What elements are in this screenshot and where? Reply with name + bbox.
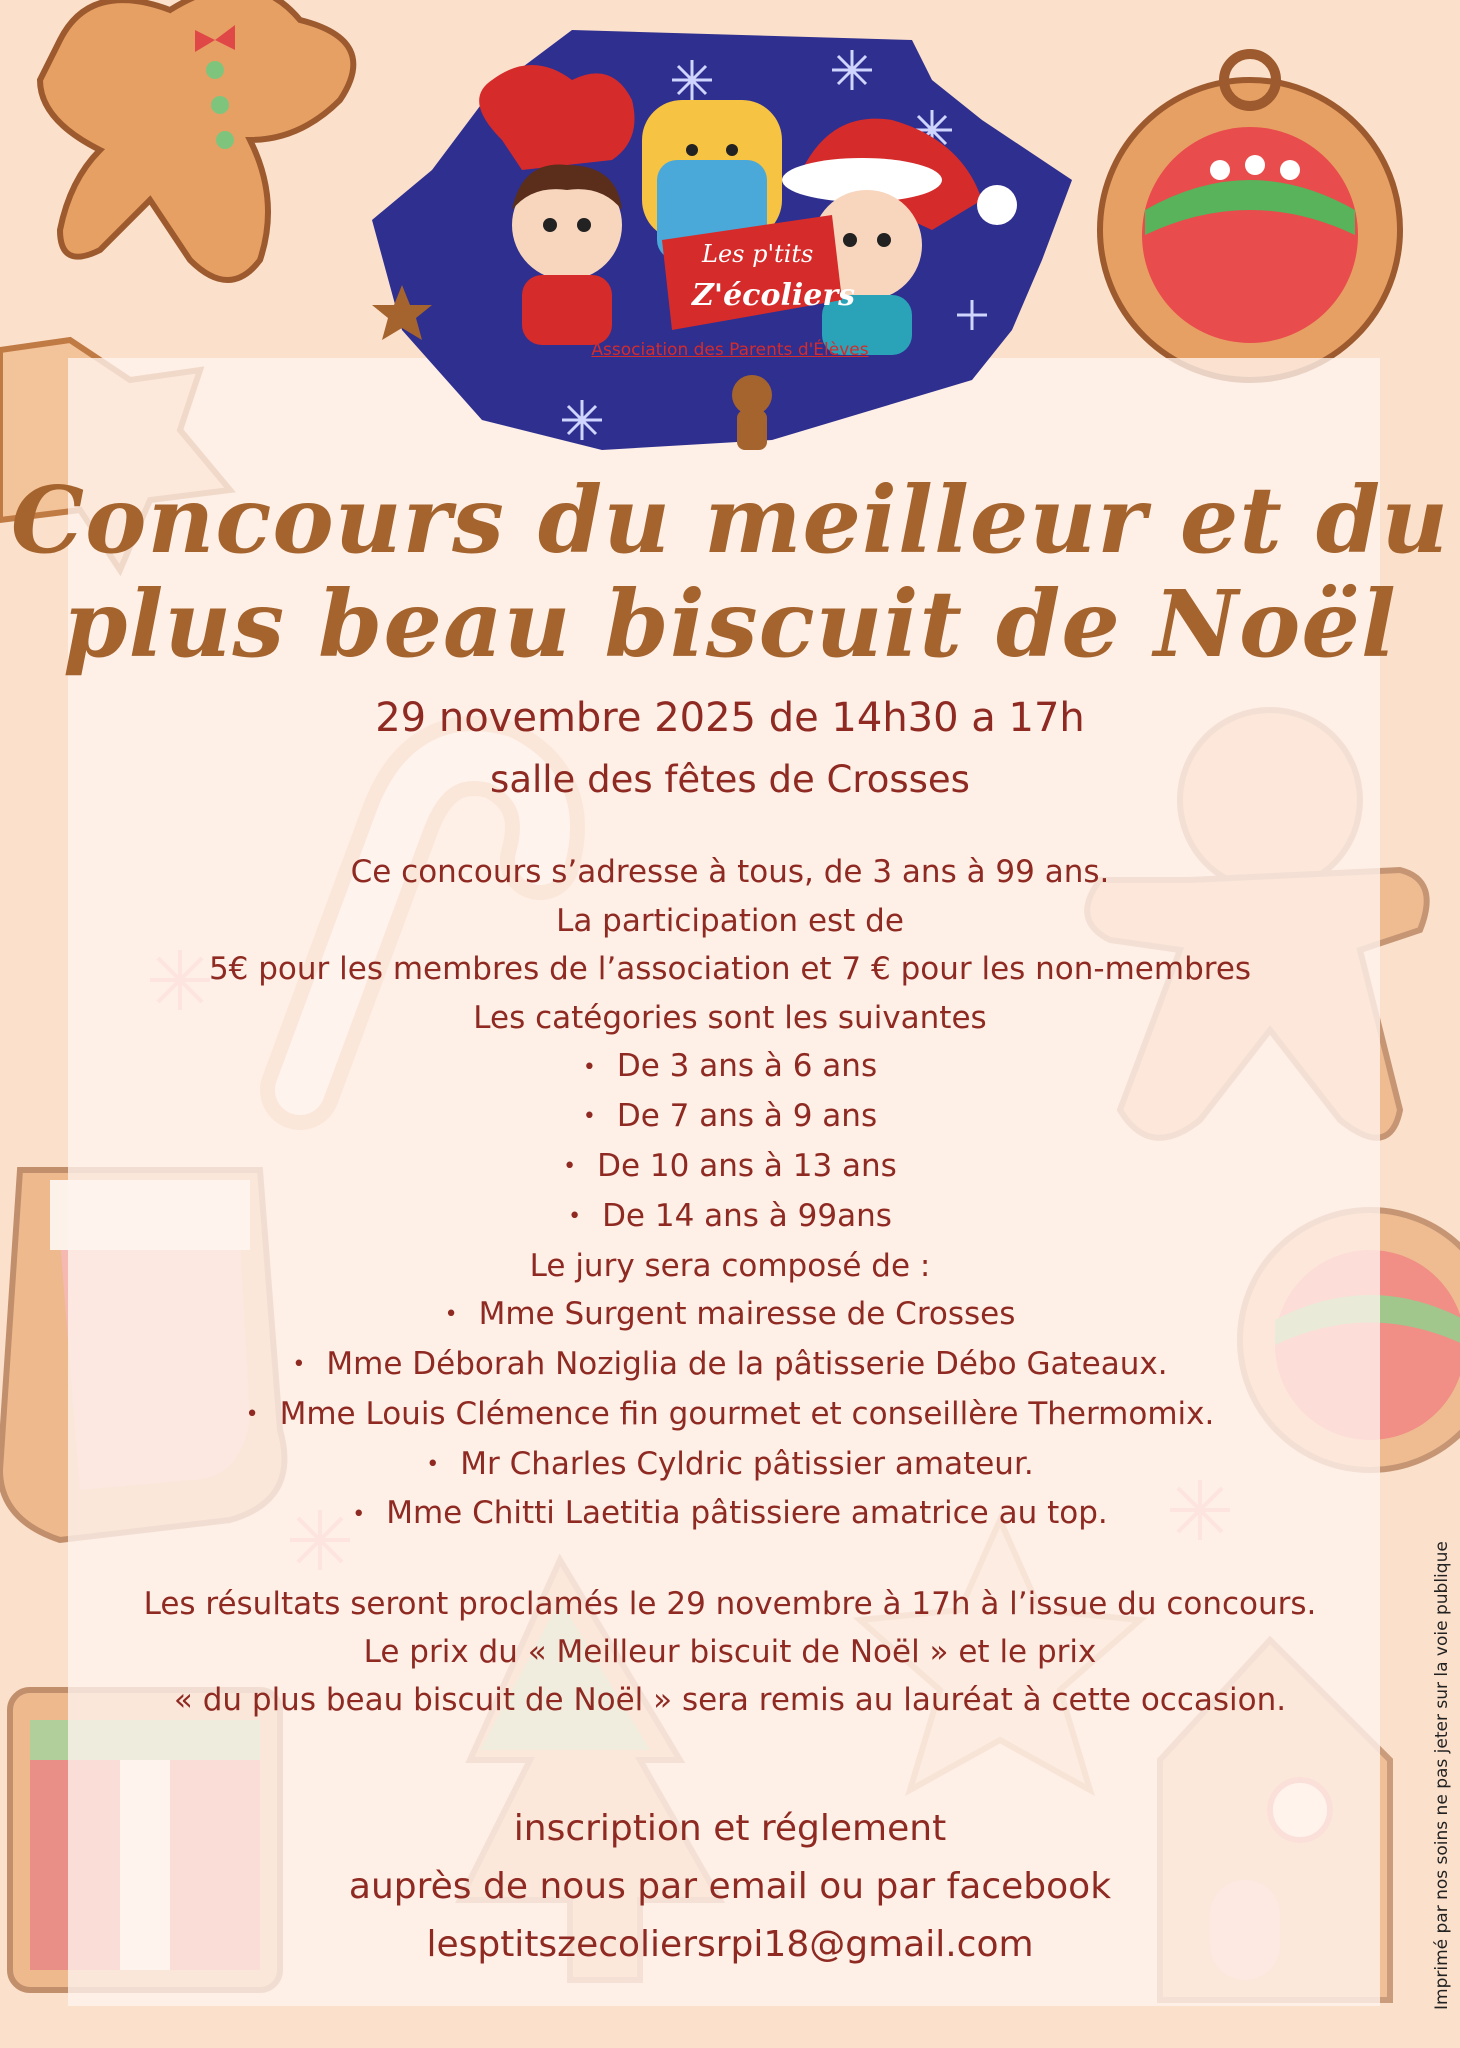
logo-brand-line1: Les p'tits [702, 240, 814, 268]
event-venue: salle des fêtes de Crosses [490, 758, 970, 801]
gingerbread-man-icon [40, 0, 353, 280]
print-notice: Imprimé par nos soins ne pas jeter sur la voie publique [1432, 1541, 1452, 2010]
inscription-section [0, 1800, 1460, 1974]
association-name: Association des Parents d'Élèves [591, 340, 869, 360]
results-line3: « du plus beau biscuit de Noël » sera remis au lauréat à cette occasion. [173, 1682, 1287, 1718]
page-title-line1: Concours du meilleur et du [10, 466, 1450, 574]
event-details [0, 848, 1460, 1539]
category-item: • De 7 ans à 9 ans [0, 1092, 1460, 1142]
category-item: • De 14 ans à 99ans [0, 1192, 1460, 1242]
contact-email[interactable]: lesptitszecoliersrpi18@gmail.com [426, 1924, 1034, 1965]
logo [372, 0, 1072, 470]
category-item: • De 3 ans à 6 ans [0, 1042, 1460, 1092]
ornament-cookie-icon [1100, 54, 1400, 380]
jury-member: • Mme Chitti Laetitia pâtissiere amatrice au top. [0, 1489, 1460, 1539]
participation-intro: La participation est de [556, 902, 904, 939]
category-item: • De 10 ans à 13 ans [0, 1142, 1460, 1192]
jury-member: • Mr Charles Cyldric pâtissier amateur. [0, 1440, 1460, 1490]
categories-intro: Les catégories sont les suivantes [473, 999, 987, 1036]
event-date: 29 novembre 2025 de 14h30 a 17h [375, 695, 1085, 741]
inscription-contact: auprès de nous par email ou par facebook [348, 1866, 1112, 1907]
jury-member: • Mme Déborah Noziglia de la pâtisserie Débo Gateaux. [0, 1340, 1460, 1390]
jury-member: • Mme Surgent mairesse de Crosses [0, 1290, 1460, 1340]
jury-intro: Le jury sera composé de : [529, 1247, 931, 1284]
page-title-line2: plus beau biscuit de Noël [63, 570, 1397, 678]
audience-text: Ce concours s’adresse à tous, de 3 ans à 99 ans. [350, 854, 1110, 890]
logo-brand-line2: Z'écoliers [692, 278, 856, 313]
participation-price: 5€ pour les membres de l’association et 7 € pour les non-membres [208, 951, 1252, 988]
jury-member: • Mme Louis Clémence fin gourmet et conseillère Thermomix. [0, 1390, 1460, 1440]
inscription-title: inscription et réglement [513, 1808, 947, 1849]
results-section [0, 1580, 1460, 1724]
results-line2: Le prix du « Meilleur biscuit de Noël » et le prix [363, 1634, 1097, 1670]
results-line1: Les résultats seront proclamés le 29 novembre à 17h à l’issue du concours. [143, 1586, 1317, 1622]
